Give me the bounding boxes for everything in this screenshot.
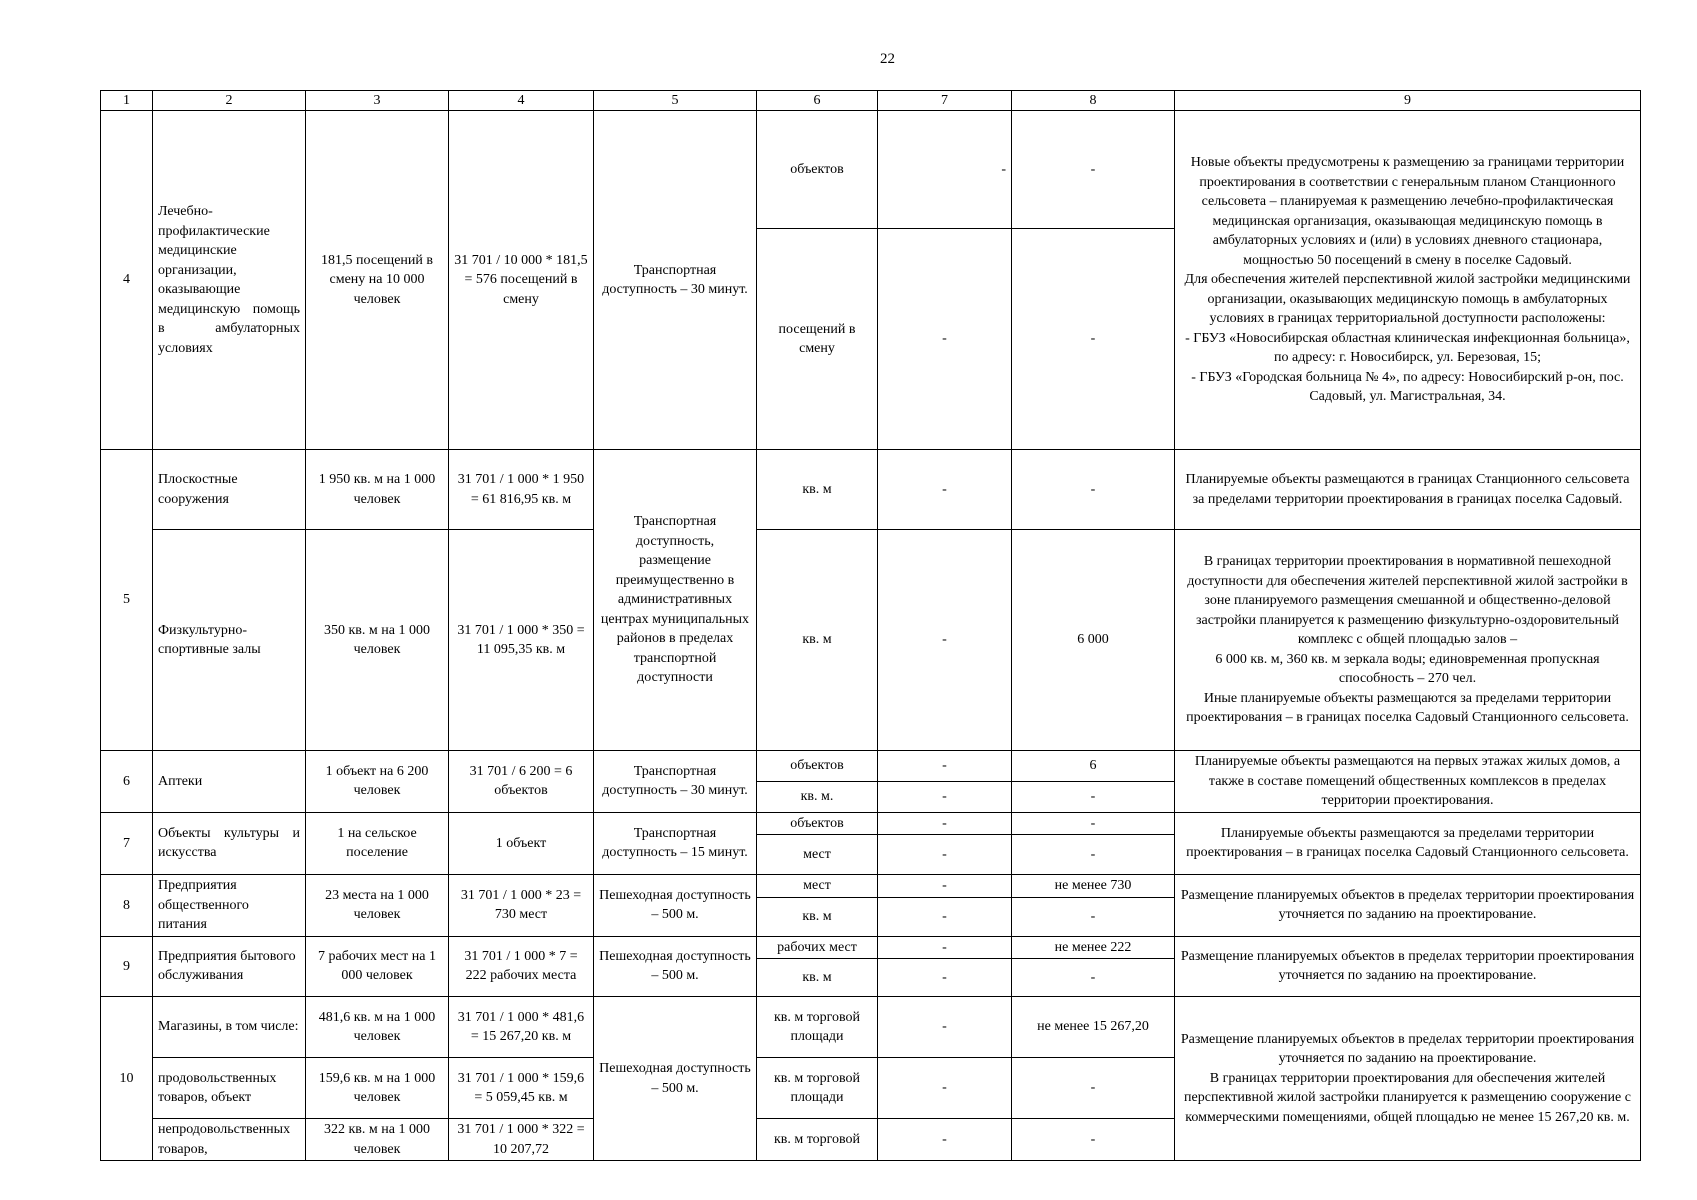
column-header: 7 [878, 91, 1012, 111]
unit: кв. м торговой [757, 1119, 878, 1161]
unit: кв. м торговой площади [757, 1058, 878, 1119]
row-number: 4 [101, 111, 153, 450]
existing-value: - [878, 897, 1012, 936]
existing-value: - [878, 781, 1012, 812]
planned-value: 6 [1012, 751, 1175, 782]
column-header: 5 [594, 91, 757, 111]
calculation: 31 701 / 1 000 * 481,6 = 15 267,20 кв. м [449, 997, 594, 1058]
norm-value: 322 кв. м на 1 000 человек [306, 1119, 449, 1161]
norm-value: 1 950 кв. м на 1 000 человек [306, 450, 449, 530]
calculation: 31 701 / 1 000 * 159,6 = 5 059,45 кв. м [449, 1058, 594, 1119]
accessibility: Транспортная доступность, размещение преимущественно в административных центрах муниципальных районов в пределах транспортной доступности [594, 450, 757, 751]
unit: кв. м [757, 897, 878, 936]
note: Планируемые объекты размещаются за пределами территории проектирования – в границах поселка Садовый Станционного сельсовета. [1175, 812, 1641, 875]
table-row [101, 936, 1641, 959]
existing-value: - [878, 1058, 1012, 1119]
existing-value: - [878, 835, 1012, 875]
table-row [101, 530, 1641, 751]
planned-value: не менее 222 [1012, 936, 1175, 959]
facility-type: Аптеки [153, 751, 306, 813]
existing-value: - [878, 959, 1012, 997]
note: В границах территории проектирования в нормативной пешеходной доступности для обеспечения жителей перспективной жилой застройки в зоне планируемого размещения смешанной и общественно-деловой застройки планируется к размещению физкультурно-оздоровительный комплекс с общей площадью залов – 6 000 кв. м, 360 кв. м зеркала воды; единовременная пропускная способность – 270 чел. Иные планируемые объекты размещаются за пределами территории проектирования – в границах поселка Садовый Станционного сельсовета. [1175, 530, 1641, 751]
column-header: 3 [306, 91, 449, 111]
table-row [101, 997, 1641, 1058]
existing-value: - [878, 812, 1012, 835]
planned-value: - [1012, 835, 1175, 875]
unit: кв. м торговой площади [757, 997, 878, 1058]
norm-value: 1 объект на 6 200 человек [306, 751, 449, 813]
planned-value: - [1012, 959, 1175, 997]
table-row [101, 111, 1641, 229]
planned-value: не менее 15 267,20 [1012, 997, 1175, 1058]
unit: мест [757, 835, 878, 875]
row-number: 10 [101, 997, 153, 1161]
accessibility: Пешеходная доступность – 500 м. [594, 997, 757, 1161]
facility-type: Лечебно-профилактические медицинские организации, оказывающие медицинскую помощь в амбулаторных условиях [153, 111, 306, 450]
existing-value: - [878, 875, 1012, 898]
planned-value: - [1012, 897, 1175, 936]
note: Размещение планируемых объектов в пределах территории проектирования уточняется по заданию на проектирование. В границах территории проектирования для обеспечения жителей перспективной жилой застройки планируется к размещению сооружение с коммерческими помещениями, общей площадью не менее 15 267,20 кв. м. [1175, 997, 1641, 1161]
note: Размещение планируемых объектов в пределах территории проектирования уточняется по заданию на проектирование. [1175, 875, 1641, 937]
norm-value: 181,5 посещений в смену на 10 000 человек [306, 111, 449, 450]
planned-value: - [1012, 812, 1175, 835]
facility-type: Объекты культуры и искусства [153, 812, 306, 875]
calculation: 31 701 / 1 000 * 7 = 222 рабочих места [449, 936, 594, 997]
norm-value: 7 рабочих мест на 1 000 человек [306, 936, 449, 997]
calculation: 31 701 / 10 000 * 181,5 = 576 посещений в смену [449, 111, 594, 450]
column-header: 1 [101, 91, 153, 111]
unit: кв. м [757, 450, 878, 530]
facility-type: Предприятия общественного питания [153, 875, 306, 937]
calculation: 31 701 / 1 000 * 350 = 11 095,35 кв. м [449, 530, 594, 751]
calculation: 1 объект [449, 812, 594, 875]
accessibility: Пешеходная доступность – 500 м. [594, 875, 757, 937]
existing-value: - [878, 936, 1012, 959]
calculation: 31 701 / 1 000 * 322 = 10 207,72 [449, 1119, 594, 1161]
accessibility: Транспортная доступность – 30 минут. [594, 111, 757, 450]
accessibility: Пешеходная доступность – 500 м. [594, 936, 757, 997]
unit: кв. м. [757, 781, 878, 812]
norm-value: 23 места на 1 000 человек [306, 875, 449, 937]
unit: объектов [757, 751, 878, 782]
table-header-row [101, 91, 1641, 111]
unit: кв. м [757, 959, 878, 997]
planned-value: 6 000 [1012, 530, 1175, 751]
column-header: 2 [153, 91, 306, 111]
planned-value: - [1012, 229, 1175, 450]
row-number: 8 [101, 875, 153, 937]
unit: объектов [757, 812, 878, 835]
facility-type: Магазины, в том числе: [153, 997, 306, 1058]
column-header: 9 [1175, 91, 1641, 111]
existing-value: - [878, 450, 1012, 530]
existing-value: - [878, 997, 1012, 1058]
planned-value: - [1012, 1058, 1175, 1119]
planned-value: - [1012, 1119, 1175, 1161]
table-row [101, 751, 1641, 782]
existing-value: - [878, 111, 1012, 229]
row-number: 7 [101, 812, 153, 875]
unit: рабочих мест [757, 936, 878, 959]
facility-type: Предприятия бытового обслуживания [153, 936, 306, 997]
existing-value: - [878, 530, 1012, 751]
table-row [101, 812, 1641, 835]
accessibility: Транспортная доступность – 30 минут. [594, 751, 757, 813]
note: Размещение планируемых объектов в пределах территории проектирования уточняется по заданию на проектирование. [1175, 936, 1641, 997]
planned-value: - [1012, 450, 1175, 530]
row-number: 6 [101, 751, 153, 813]
note: Новые объекты предусмотрены к размещению за границами территории проектирования в соответствии с генеральным планом Станционного сельсовета – планируемая к размещению лечебно-профилактическая медицинская организация, оказывающая медицинскую помощь в амбулаторных условиях и (или) в условиях дневного стационара, мощностью 50 посещений в смену в поселке Садовый. Для обеспечения жителей перспективной жилой застройки медицинскими организации, оказывающих медицинскую помощь в амбулаторных условиях в границах территориальной доступности расположены: - ГБУЗ «Новосибирская областная клиническая инфекционная больница», по адресу: г. Новосибирск, ул. Березовая, 15; - ГБУЗ «Городская больница № 4», по адресу: Новосибирский р-он, пос. Садовый, ул. Магистральная, 34. [1175, 111, 1641, 450]
norms-table [100, 90, 1641, 1161]
row-number: 5 [101, 450, 153, 751]
norm-value: 159,6 кв. м на 1 000 человек [306, 1058, 449, 1119]
calculation: 31 701 / 6 200 = 6 объектов [449, 751, 594, 813]
facility-type: продовольственных товаров, объект [153, 1058, 306, 1119]
table-row [101, 875, 1641, 898]
row-number: 9 [101, 936, 153, 997]
existing-value: - [878, 229, 1012, 450]
page-number: 22 [880, 51, 895, 67]
column-header: 6 [757, 91, 878, 111]
norm-value: 1 на сельское поселение [306, 812, 449, 875]
column-header: 4 [449, 91, 594, 111]
calculation: 31 701 / 1 000 * 23 = 730 мест [449, 875, 594, 937]
norm-value: 350 кв. м на 1 000 человек [306, 530, 449, 751]
unit: мест [757, 875, 878, 898]
calculation: 31 701 / 1 000 * 1 950 = 61 816,95 кв. м [449, 450, 594, 530]
planned-value: - [1012, 111, 1175, 229]
facility-type: Физкультурно-спортивные залы [153, 530, 306, 751]
note: Планируемые объекты размещаются в границах Станционного сельсовета за пределами территории проектирования в границах поселка Садовый. [1175, 450, 1641, 530]
planned-value: - [1012, 781, 1175, 812]
note: Планируемые объекты размещаются на первых этажах жилых домов, а также в составе помещений общественных комплексов в пределах территории проектирования. [1175, 751, 1641, 813]
table-row [101, 450, 1641, 530]
existing-value: - [878, 1119, 1012, 1161]
accessibility: Транспортная доступность – 15 минут. [594, 812, 757, 875]
column-header: 8 [1012, 91, 1175, 111]
facility-type: непродовольственных товаров, [153, 1119, 306, 1161]
unit: посещений в смену [757, 229, 878, 450]
unit: объектов [757, 111, 878, 229]
unit: кв. м [757, 530, 878, 751]
facility-type: Плоскостные сооружения [153, 450, 306, 530]
planned-value: не менее 730 [1012, 875, 1175, 898]
existing-value: - [878, 751, 1012, 782]
norm-value: 481,6 кв. м на 1 000 человек [306, 997, 449, 1058]
